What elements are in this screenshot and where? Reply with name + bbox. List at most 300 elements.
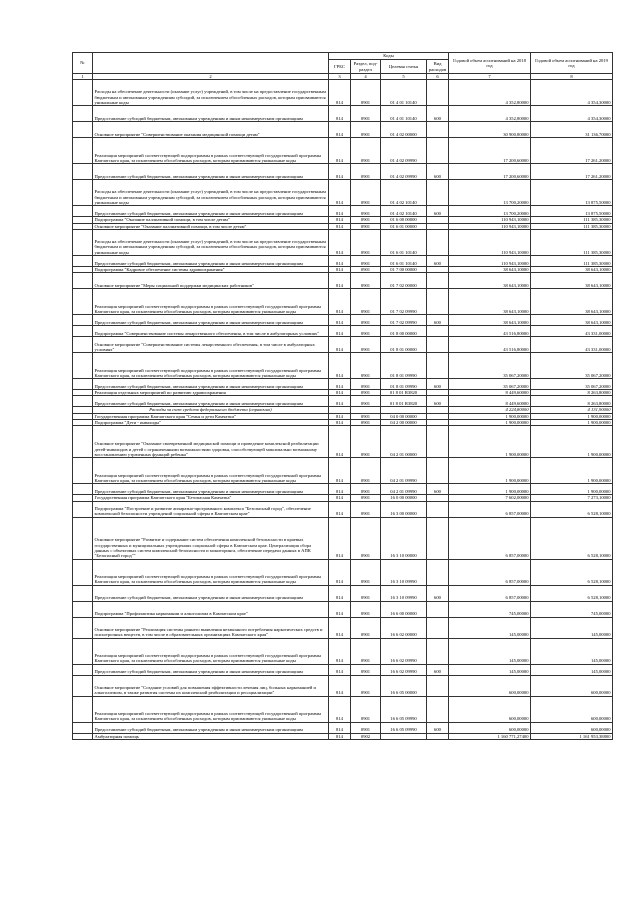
row-amount-2019: 145,00000: [531, 664, 613, 675]
row-target-article: 04 0 00 00000: [381, 413, 427, 419]
row-name: Основное мероприятие "Меры социальной поддержки медицинских работников": [93, 273, 329, 289]
row-target-article: 01 4 02 09990: [381, 164, 427, 180]
row-name: Основное мероприятие "Развитие и содержание систем обеспечения комплексной безопасности в краевых государственных и муниципальных учреждениях социальной сферы в Камчатском крае. Централизация сбора данных с объектовых систем комплексной безопасности и мониторинга, обеспечение передачи данных в АПК "Безопасный город"": [93, 517, 329, 559]
table-row: [73, 396, 613, 407]
row-target-article: 01 8 00 00000: [381, 326, 427, 337]
row-amount-2018: 4 352,80000: [449, 106, 531, 122]
row-razdel: 0901: [351, 266, 381, 272]
row-amount-2018: 38 643,10000: [449, 315, 531, 326]
row-grbs: 814: [329, 379, 351, 390]
row-amount-2019: 600,00000: [531, 675, 613, 696]
row-amount-2018: 145,00000: [449, 638, 531, 664]
row-number: [73, 733, 93, 739]
row-target-article: 16 6 02 00000: [381, 617, 427, 638]
table-row: [73, 337, 613, 353]
row-amount-2019: 1 900,00000: [531, 420, 613, 426]
row-name: Реализация мероприятий соответствующей подпрограммы в рамках соответствующей государственной программы Камчатского края, за исключением обособленных расходов, которым присваиваются уникальные коды: [93, 289, 329, 315]
row-number: [73, 337, 93, 353]
table-row: [73, 180, 613, 206]
row-amount-2019: 13 875,50000: [531, 206, 613, 217]
row-number: [73, 638, 93, 664]
row-amount-2018: 600,00000: [449, 675, 531, 696]
row-amount-2018: 7 602,00000: [449, 495, 531, 501]
row-target-article: 01 7 02 09990: [381, 315, 427, 326]
row-number: [73, 164, 93, 180]
row-number: [73, 106, 93, 122]
row-number: [73, 326, 93, 337]
col-number: 1: [73, 74, 93, 80]
row-amount-2018: 17 200,60000: [449, 138, 531, 164]
row-amount-2019: 1 900,00000: [531, 484, 613, 495]
header-total-2018: Годовой объем ассигнований на 2018 год: [449, 53, 531, 74]
row-amount-2018: 38 643,10000: [449, 273, 531, 289]
row-name: Подпрограмма "Профилактика наркомании и алкоголизма в Камчатском крае": [93, 601, 329, 617]
row-name: Расходы на обеспечение деятельности (оказание услуг) учреждений, в том числе на предоставление государственным бюджетным и автономным учреждениям субсидий, за исключением обособленных расходов, которым присваиваются уникальные коды: [93, 80, 329, 106]
row-grbs: 814: [329, 638, 351, 664]
row-amount-2018: 43 516,80000: [449, 326, 531, 337]
row-amount-2018: 8 449,60000: [449, 396, 531, 407]
row-expense-type: [427, 696, 449, 722]
row-expense-type: [427, 122, 449, 138]
row-number: [73, 206, 93, 217]
row-target-article: 16 6 05 09990: [381, 722, 427, 733]
row-expense-type: 600: [427, 164, 449, 180]
row-number: [73, 180, 93, 206]
row-target-article: 01 8 01 09990: [381, 379, 427, 390]
row-grbs: 814: [329, 696, 351, 722]
row-razdel: 0901: [351, 722, 381, 733]
row-amount-2018: 13 700,20000: [449, 180, 531, 206]
row-grbs: 814: [329, 617, 351, 638]
row-number: [73, 396, 93, 407]
row-expense-type: [427, 601, 449, 617]
row-amount-2018: 43 516,80000: [449, 337, 531, 353]
row-amount-2018: 1 900,00000: [449, 413, 531, 419]
row-amount-2019: 8 263,80000: [531, 390, 613, 396]
row-target-article: 01 7 02 00000: [381, 273, 427, 289]
row-expense-type: [427, 517, 449, 559]
table-row: [73, 164, 613, 180]
row-razdel: 0901: [351, 337, 381, 353]
table-body: [73, 80, 613, 740]
row-amount-2019: 4 354,30000: [531, 80, 613, 106]
row-grbs: 814: [329, 396, 351, 407]
row-grbs: 814: [329, 495, 351, 501]
row-amount-2018: 13 700,20000: [449, 206, 531, 217]
row-grbs: 814: [329, 675, 351, 696]
row-expense-type: [427, 273, 449, 289]
row-number: [73, 517, 93, 559]
row-name: Расходы на обеспечение деятельности (оказание услуг) учреждений, в том числе на предоставление государственным бюджетным и автономным учреждениям субсидий, за исключением обособленных расходов, которым присваиваются уникальные коды: [93, 229, 329, 255]
row-name: Реализация мероприятий соответствующей подпрограммы в рамках соответствующей государственной программы Камчатского края, за исключением обособленных расходов, которым присваиваются уникальные коды: [93, 138, 329, 164]
row-grbs: 814: [329, 217, 351, 223]
header-expense-type: Вид расходов: [427, 60, 449, 74]
row-razdel: 0901: [351, 229, 381, 255]
table-row: [73, 315, 613, 326]
table-row: [73, 517, 613, 559]
row-name: Предоставление субсидий бюджетным, автономным учреждениям и иным некоммерческим организациям: [93, 664, 329, 675]
row-name: Предоставление субсидий бюджетным, автономным учреждениям и иным некоммерческим организациям: [93, 396, 329, 407]
row-target-article: 16 3 10 09990: [381, 585, 427, 601]
row-name: Предоставление субсидий бюджетным, автономным учреждениям и иным некоммерческим организациям: [93, 164, 329, 180]
row-target-article: 01 8 01 00000: [381, 337, 427, 353]
table-row: [73, 733, 613, 739]
row-expense-type: 600: [427, 396, 449, 407]
row-grbs: 814: [329, 420, 351, 426]
row-amount-2019: 1 900,00000: [531, 426, 613, 458]
row-amount-2018: 17 200,60000: [449, 164, 531, 180]
row-number: [73, 585, 93, 601]
col-number: 6: [427, 74, 449, 80]
row-number: [73, 273, 93, 289]
row-amount-2019: 600,00000: [531, 722, 613, 733]
row-name: Предоставление субсидий бюджетным, автономным учреждениям и иным некоммерческим организациям: [93, 722, 329, 733]
table-row: [73, 379, 613, 390]
row-grbs: 814: [329, 122, 351, 138]
row-target-article: 01 4 02 00000: [381, 122, 427, 138]
row-number: [73, 696, 93, 722]
row-expense-type: 600: [427, 664, 449, 675]
table-row: [73, 206, 613, 217]
row-razdel: 0901: [351, 664, 381, 675]
row-grbs: 814: [329, 315, 351, 326]
table-row: [73, 326, 613, 337]
row-amount-2018: 600,00000: [449, 722, 531, 733]
row-name: Основное мероприятие "Создание условий для повышения эффективности лечения лиц, больных наркоманией и алкоголизмом, в также развития системы их комплексной реабилитации и ресоциализации": [93, 675, 329, 696]
table-row: [73, 722, 613, 733]
row-razdel: 0901: [351, 326, 381, 337]
row-amount-2018: 145,00000: [449, 617, 531, 638]
row-expense-type: [427, 426, 449, 458]
header-razdel: Раздел, под-раздел: [351, 60, 381, 74]
budget-table: [72, 52, 613, 740]
row-grbs: 814: [329, 458, 351, 484]
row-expense-type: 600: [427, 106, 449, 122]
row-name: Подпрограмма "Дети - инвалиды": [93, 420, 329, 426]
row-target-article: 16 0 00 00000: [381, 495, 427, 501]
table-row: [73, 138, 613, 164]
header-target-article: Целевая статья: [381, 60, 427, 74]
row-expense-type: [427, 326, 449, 337]
row-target-article: 01 7 00 00000: [381, 266, 427, 272]
row-grbs: 814: [329, 733, 351, 739]
row-amount-2019: 38 643,10000: [531, 289, 613, 315]
table-row: [73, 638, 613, 664]
row-number: [73, 601, 93, 617]
table-row: [73, 353, 613, 379]
row-name: Предоставление субсидий бюджетным, автономным учреждениям и иным некоммерческим организациям: [93, 206, 329, 217]
row-name: Расходы за счет средств федерального бюджета (справочно): [93, 407, 329, 413]
row-razdel: 0901: [351, 80, 381, 106]
row-name: Реализация мероприятий соответствующей подпрограммы в рамках соответствующей государственной программы Камчатского края, за исключением обособленных расходов, которым присваиваются уникальные коды: [93, 696, 329, 722]
row-amount-2019: 35 067,20000: [531, 379, 613, 390]
row-expense-type: [427, 337, 449, 353]
row-razdel: 0901: [351, 206, 381, 217]
col-number: 5: [381, 74, 427, 80]
row-grbs: 814: [329, 664, 351, 675]
row-name: Основное мероприятие "Реализация системы раннего выявления незаконного потребления наркотических средств и психотропных веществ, в том числе в образовательных организациях Камчатского края": [93, 617, 329, 638]
row-amount-2019: 1 900,00000: [531, 413, 613, 419]
row-amount-2019: 6 528,10000: [531, 559, 613, 585]
row-razdel: 0901: [351, 353, 381, 379]
table-row: [73, 501, 613, 517]
row-amount-2018: 1 160 771,27400: [449, 733, 531, 739]
row-name: Подпрограмма "Совершенствование системы лекарственного обеспечения, в том числе в амбулаторных условиях": [93, 326, 329, 337]
row-razdel: 0901: [351, 426, 381, 458]
row-grbs: 814: [329, 326, 351, 337]
row-name: Предоставление субсидий бюджетным, автономным учреждениям и иным некоммерческим организациям: [93, 585, 329, 601]
row-expense-type: 600: [427, 206, 449, 217]
table-row: [73, 255, 613, 266]
row-grbs: 814: [329, 206, 351, 217]
row-amount-2018: 30 900,80000: [449, 122, 531, 138]
row-number: [73, 379, 93, 390]
col-number: 4: [351, 74, 381, 80]
row-grbs: 814: [329, 390, 351, 396]
row-grbs: 814: [329, 229, 351, 255]
row-amount-2019: 111 385,30000: [531, 229, 613, 255]
table-row: [73, 675, 613, 696]
row-number: [73, 289, 93, 315]
row-grbs: 814: [329, 337, 351, 353]
row-expense-type: [427, 733, 449, 739]
row-amount-2018: 110 943,10000: [449, 229, 531, 255]
row-razdel: 0901: [351, 122, 381, 138]
row-grbs: 814: [329, 484, 351, 495]
col-number: 8: [531, 74, 613, 80]
row-expense-type: [427, 80, 449, 106]
row-name: Основное мероприятие "Совершенствование оказания медицинской помощи детям": [93, 122, 329, 138]
table-row: [73, 458, 613, 484]
row-number: [73, 501, 93, 517]
table-row: [73, 229, 613, 255]
row-target-article: 16 6 05 09990: [381, 696, 427, 722]
row-grbs: 814: [329, 255, 351, 266]
row-razdel: 0901: [351, 696, 381, 722]
row-razdel: 0901: [351, 217, 381, 223]
row-grbs: 814: [329, 517, 351, 559]
row-amount-2019: 31 136,70000: [531, 122, 613, 138]
row-amount-2018: 745,00000: [449, 601, 531, 617]
row-number: [73, 229, 93, 255]
row-grbs: 814: [329, 585, 351, 601]
row-number: [73, 675, 93, 696]
row-amount-2018: 110 943,10000: [449, 223, 531, 229]
header-number: №: [73, 53, 93, 74]
row-target-article: 01 6 01 10140: [381, 229, 427, 255]
row-expense-type: 600: [427, 484, 449, 495]
row-amount-2019: 17 261,20000: [531, 138, 613, 164]
row-amount-2019: 7 273,10000: [531, 495, 613, 501]
row-razdel: 0901: [351, 420, 381, 426]
row-amount-2019: 111 385,30000: [531, 255, 613, 266]
row-target-article: 04 2 01 00000: [381, 426, 427, 458]
table-row: [73, 80, 613, 106]
row-grbs: 814: [329, 353, 351, 379]
row-amount-2019: 111 385,30000: [531, 217, 613, 223]
row-amount-2018: 38 643,10000: [449, 289, 531, 315]
row-razdel: 0901: [351, 501, 381, 517]
col-number: 2: [93, 74, 329, 80]
row-razdel: 0901: [351, 396, 381, 407]
table-row: [73, 273, 613, 289]
row-name: Подпрограмма "Построение и развитие аппаратно-программного комплекса "Безопасный город", обеспечение комплексной безопасности учреждений социальной сферы в Камчатском крае": [93, 501, 329, 517]
row-expense-type: 600: [427, 722, 449, 733]
row-amount-2018: 1 900,00000: [449, 426, 531, 458]
row-grbs: 814: [329, 164, 351, 180]
row-grbs: 814: [329, 426, 351, 458]
row-razdel: 0901: [351, 585, 381, 601]
row-razdel: 0901: [351, 106, 381, 122]
row-name: Предоставление субсидий бюджетным, автономным учреждениям и иным некоммерческим организациям: [93, 484, 329, 495]
row-expense-type: [427, 617, 449, 638]
row-name: Амбулаторная помощь: [93, 733, 329, 739]
table-row: [73, 122, 613, 138]
row-grbs: 814: [329, 180, 351, 206]
table-row: [73, 559, 613, 585]
row-target-article: 01 7 02 09990: [381, 289, 427, 315]
row-expense-type: [427, 638, 449, 664]
row-amount-2019: 6 528,10000: [531, 517, 613, 559]
table-row: [73, 289, 613, 315]
row-expense-type: [427, 138, 449, 164]
row-razdel: 0901: [351, 458, 381, 484]
table-header: [73, 53, 613, 80]
row-amount-2019: 1 161 953,38800: [531, 733, 613, 739]
header-codes: Коды: [329, 53, 449, 60]
row-name: Реализация мероприятий соответствующей подпрограммы в рамках соответствующей государственной программы Камчатского края, за исключением обособленных расходов, которым присваиваются уникальные коды: [93, 559, 329, 585]
row-name: Основное мероприятие "Оказание паллиативной помощи, в том числе детям": [93, 223, 329, 229]
row-razdel: 0902: [351, 733, 381, 739]
header-name: [93, 53, 329, 74]
row-razdel: 0901: [351, 617, 381, 638]
row-amount-2019: 35 067,20000: [531, 353, 613, 379]
row-amount-2019: 111 385,30000: [531, 223, 613, 229]
row-razdel: 0901: [351, 559, 381, 585]
row-amount-2018: 4 352,80000: [449, 80, 531, 106]
row-amount-2019: 43 331,00000: [531, 326, 613, 337]
row-target-article: 04 2 01 09990: [381, 458, 427, 484]
row-number: [73, 138, 93, 164]
row-amount-2018: 1 900,00000: [449, 420, 531, 426]
row-number: [73, 458, 93, 484]
row-grbs: 814: [329, 223, 351, 229]
row-amount-2018: 35 067,20000: [449, 353, 531, 379]
row-name: Государственная программа Камчатского края "Семья и дети Камчатки": [93, 413, 329, 419]
row-target-article: 01 4 01 10140: [381, 106, 427, 122]
row-razdel: 0901: [351, 138, 381, 164]
row-amount-2019: 6 528,10000: [531, 585, 613, 601]
row-name: Государственная программа Камчатского края "Безопасная Камчатка": [93, 495, 329, 501]
row-razdel: 0901: [351, 315, 381, 326]
row-name: Расходы на обеспечение деятельности (оказание услуг) учреждений, в том числе на предоставление государственным бюджетным и автономным учреждениям субсидий, за исключением обособленных расходов, которым присваиваются уникальные коды: [93, 180, 329, 206]
row-amount-2018: 6 857,00000: [449, 517, 531, 559]
row-target-article: 04 2 01 09990: [381, 484, 427, 495]
row-target-article: 01 6 01 00000: [381, 223, 427, 229]
table-row: [73, 484, 613, 495]
row-expense-type: [427, 180, 449, 206]
row-amount-2018: 1 900,00000: [449, 458, 531, 484]
row-number: [73, 426, 93, 458]
row-name: Предоставление субсидий бюджетным, автономным учреждениям и иным некоммерческим организациям: [93, 379, 329, 390]
row-number: [73, 617, 93, 638]
row-target-article: 01 6 01 10140: [381, 255, 427, 266]
row-name: Основное мероприятие "Оказание своевременной медицинской помощи и проведение комплексной реабилитации детей-инвалидов и детей с ограниченными возможностями здоровья, способствующей максимально возможному восстановлению утраченных функций ребенка": [93, 426, 329, 458]
row-name: Предоставление субсидий бюджетным, автономным учреждениям и иным некоммерческим организациям: [93, 255, 329, 266]
row-target-article: 16 3 10 00000: [381, 517, 427, 559]
row-target-article: 16 6 02 09990: [381, 664, 427, 675]
row-razdel: 0901: [351, 390, 381, 396]
row-amount-2019: 8 263,80000: [531, 396, 613, 407]
row-amount-2019: 1 900,00000: [531, 458, 613, 484]
row-expense-type: [427, 458, 449, 484]
row-name: Подпрограмма "Кадровое обеспечение системы здравоохранения": [93, 266, 329, 272]
row-amount-2018: 8 449,60000: [449, 390, 531, 396]
row-amount-2018: 35 067,20000: [449, 379, 531, 390]
row-expense-type: [427, 229, 449, 255]
row-number: [73, 80, 93, 106]
row-grbs: 814: [329, 138, 351, 164]
row-target-article: 01 8 01 09990: [381, 353, 427, 379]
row-number: [73, 559, 93, 585]
row-name: Подпрограмма "Оказание паллиативной помощи, в том числе детям": [93, 217, 329, 223]
row-razdel: 0901: [351, 180, 381, 206]
header-total-2019: Годовой объем ассигнований на 2019 год: [531, 53, 613, 74]
row-amount-2019: 745,00000: [531, 601, 613, 617]
row-name: Реализация отдельных мероприятий по развитию здравоохранения: [93, 390, 329, 396]
row-target-article: 04 2 00 00000: [381, 420, 427, 426]
row-name: Реализация мероприятий соответствующей подпрограммы в рамках соответствующей государственной программы Камчатского края, за исключением обособленных расходов, которым присваиваются уникальные коды: [93, 638, 329, 664]
row-expense-type: 600: [427, 255, 449, 266]
row-razdel: 0901: [351, 379, 381, 390]
row-amount-2019: 38 643,10000: [531, 315, 613, 326]
row-razdel: 0901: [351, 484, 381, 495]
row-name: Предоставление субсидий бюджетным, автономным учреждениям и иным некоммерческим организациям: [93, 315, 329, 326]
row-expense-type: [427, 353, 449, 379]
row-grbs: 814: [329, 722, 351, 733]
row-grbs: 814: [329, 266, 351, 272]
header-grbs: ГРБС: [329, 60, 351, 74]
col-number: 3: [329, 74, 351, 80]
row-amount-2018: 1 900,00000: [449, 484, 531, 495]
row-target-article: 01 8 01 R3820: [381, 390, 427, 396]
row-number: [73, 315, 93, 326]
row-grbs: 814: [329, 413, 351, 419]
row-target-article: 01 4 02 10140: [381, 180, 427, 206]
table-row: [73, 585, 613, 601]
row-target-article: 01 8 01 R3820: [381, 396, 427, 407]
row-number: [73, 353, 93, 379]
row-amount-2018: 4 224,80000: [449, 407, 531, 413]
row-razdel: 0901: [351, 638, 381, 664]
budget-table-page: [72, 52, 612, 740]
row-target-article: 16 6 00 00000: [381, 601, 427, 617]
row-expense-type: [427, 559, 449, 585]
row-razdel: 0901: [351, 495, 381, 501]
row-amount-2019: 145,00000: [531, 638, 613, 664]
table-row: [73, 601, 613, 617]
row-name: Реализация мероприятий соответствующей подпрограммы в рамках соответствующей государственной программы Камчатского края, за исключением обособленных расходов, которым присваиваются уникальные коды: [93, 353, 329, 379]
row-amount-2018: 110 943,10000: [449, 217, 531, 223]
row-amount-2018: 38 643,10000: [449, 266, 531, 272]
row-amount-2018: 110 943,10000: [449, 255, 531, 266]
row-razdel: 0901: [351, 223, 381, 229]
row-grbs: 814: [329, 106, 351, 122]
row-razdel: 0901: [351, 273, 381, 289]
row-amount-2018: 145,00000: [449, 664, 531, 675]
row-amount-2019: 600,00000: [531, 696, 613, 722]
row-razdel: 0901: [351, 164, 381, 180]
